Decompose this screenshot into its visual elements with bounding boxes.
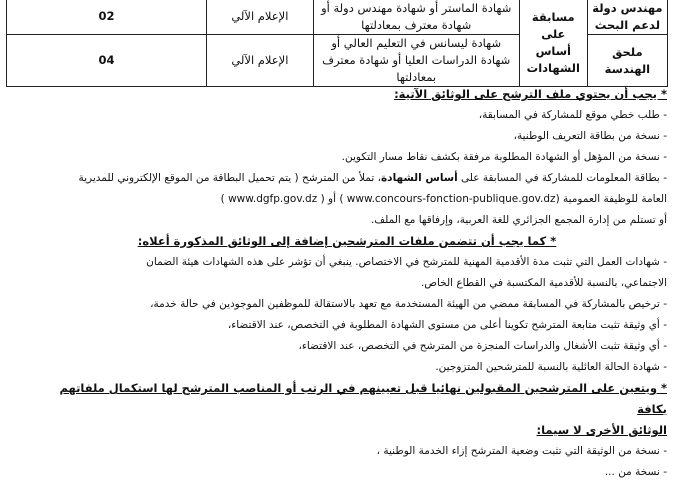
list-item-continuation: الاجتماعي، بالنسبة للأقدمية المكتسبة في القطاع الخاص.: [420, 277, 667, 289]
list-item: - ترخيص بالمشاركة في المسابقة ممضي من الهيئة المستخدمة مع تعهد بالاستقالة للموظفين الموجودين في حالة خدمة،: [27, 294, 667, 315]
list-item: - أي وثيقة تثبت متابعة المترشح تكوينا أعلى من مستوى الشهادة المطلوبة في التخصص، عند الاقتضاء،: [27, 315, 667, 336]
list-item: - نسخة من بطاقة التعريف الوطنية،: [27, 126, 667, 147]
list-item: - شهادات العمل التي تثبت مدة الأقدمية المهنية للمترشح في الاختصاص. ينبغي أن تؤشر على هذه الشهادات هيئة الضمان: [27, 252, 667, 273]
rank-cell: مهندس دولة لدعم البحث: [587, 0, 667, 35]
posts-count-cell: 02: [7, 0, 207, 35]
list-item: - نسخة من الوثيقة التي تثبت وضعية المترشح إزاء الخدمة الوطنية ،: [27, 441, 667, 462]
list-item: - أي وثيقة تثبت الأشغال والدراسات المنجزة من المترشح في التخصص، عند الاقتضاء،: [27, 336, 667, 357]
section-heading: * كما يجب أن تتضمن ملفات المترشحين إضافة إلى الوثائق المذكورة أعلاه:: [137, 234, 557, 248]
requirements-text: [27, 84, 667, 483]
list-item: - طلب خطي موقع للمشاركة في المسابقة،: [27, 105, 667, 126]
list-item-continuation: العامة للوظيفة العمومية (www.concours-fonction-publique.gov.dz ) أو ( www.dgfp.gov.dz ): [220, 193, 667, 205]
certificate-cell: شهادة ليسانس في التعليم العالي أو شهادة الدراسات العليا أو شهادة معترف بمعادلتها: [313, 35, 519, 87]
list-item: - شهادة الحالة العائلية بالنسبة للمترشحين المتزوجين.: [27, 357, 667, 378]
list-item-continuation: أو تستلم من إدارة المجمع الجزائري للغة العربية، وإرفاقها مع الملف.: [370, 214, 667, 226]
section-heading: * ويتعين على المترشحين المقبولين نهائيا قبل تعيينهم في الرتب أو المناصب المترشح لها استكمال ملفاتهم بكافة: [59, 381, 667, 416]
certificate-cell: شهادة الماستر أو شهادة مهندس دولة أو شهادة معترف بمعادلتها: [313, 0, 519, 35]
list-item: [27, 168, 667, 189]
list-item: - نسخة من المؤهل أو الشهادة المطلوبة مرفقة بكشف نقاط مسار التكوين.: [27, 147, 667, 168]
positions-table: [6, 0, 668, 87]
section-heading: * يجب أن يحتوي ملف الترشح على الوثائق الآتية:: [394, 87, 667, 101]
section-heading: الوثائق الأخرى لا سيما:: [536, 423, 667, 437]
item-text: ، تملأ من المترشح ( يتم تحميل البطاقة من الموقع الإلكتروني للمديرية: [78, 172, 381, 184]
table-row: [7, 0, 668, 35]
speciality-cell: الإعلام الآلي: [207, 35, 314, 87]
recruitment-mode-cell: مسابقة على أساس الشهادات: [519, 0, 587, 87]
rank-cell: ملحق الهندسة: [587, 35, 667, 87]
speciality-cell: الإعلام الآلي: [207, 0, 314, 35]
list-item: - نسخة من ...: [27, 462, 667, 483]
posts-count-cell: 04: [7, 35, 207, 87]
item-text: بطاقة المعلومات للمشاركة في المسابقة على: [461, 172, 660, 184]
bold-term: أساس الشهادة: [380, 172, 458, 184]
